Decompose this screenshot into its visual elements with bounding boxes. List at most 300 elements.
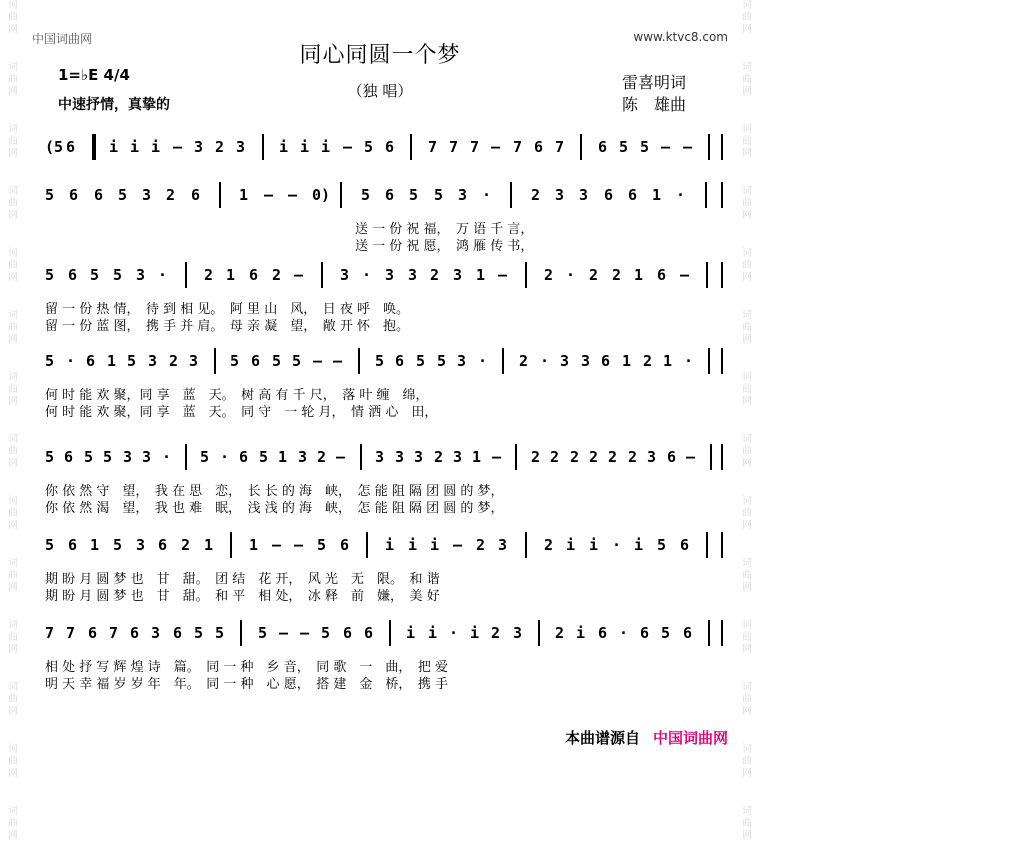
barline [340, 182, 342, 208]
note: · [449, 624, 459, 642]
note: i [566, 536, 576, 554]
note: 5 [200, 448, 210, 466]
barline [366, 532, 368, 558]
note: 1 [472, 448, 482, 466]
watermark-char: 曲 [8, 74, 18, 85]
note: · [478, 352, 488, 370]
note: 7 [428, 138, 438, 156]
note: 5 [230, 352, 240, 370]
barline [321, 262, 323, 288]
note: 2 [531, 186, 541, 204]
note: 1 [622, 352, 632, 370]
watermark-char: 网 [742, 520, 752, 531]
watermark-char: 网 [742, 768, 752, 779]
source-label: 本曲谱源自 [564, 729, 640, 747]
note: 5 [409, 186, 419, 204]
barline [185, 444, 187, 470]
note: 6 [130, 624, 140, 642]
note: 5 [45, 186, 55, 204]
note: – [491, 138, 501, 156]
note: 5 [375, 352, 385, 370]
watermark-char: 网 [742, 334, 752, 345]
watermark-char: 曲 [8, 198, 18, 209]
watermark-char: 网 [8, 396, 18, 407]
note: 6 [628, 186, 638, 204]
note: 2 [608, 448, 618, 466]
watermark-char: 网 [8, 148, 18, 159]
note: 3 [555, 186, 565, 204]
note: 2 [181, 536, 191, 554]
note: – [680, 266, 690, 284]
song-subtitle: （独 唱） [347, 82, 413, 100]
note: 2 [169, 352, 179, 370]
note: 3 [395, 448, 405, 466]
note: 6 [340, 536, 350, 554]
note: 5 [321, 624, 331, 642]
note: 3 [453, 448, 463, 466]
watermark-char: 曲 [8, 384, 18, 395]
note: 5 [45, 448, 55, 466]
note: 2 [570, 448, 580, 466]
notation-line [45, 130, 725, 164]
barline [705, 182, 707, 208]
note: 5 [194, 624, 204, 642]
note: 2 [643, 352, 653, 370]
watermark-char: 网 [8, 86, 18, 97]
barline [219, 182, 221, 208]
note: · [684, 352, 694, 370]
barline [515, 444, 517, 470]
watermark-char: 曲 [8, 446, 18, 457]
watermark-char: 网 [8, 24, 18, 35]
watermark-char: 网 [8, 272, 18, 283]
note: 3 [414, 448, 424, 466]
barline [230, 532, 232, 558]
note: i [428, 624, 438, 642]
source-site: 中国词曲网 [652, 729, 728, 747]
note: 5 [619, 138, 629, 156]
note: i [430, 536, 440, 554]
watermark-char: 网 [8, 830, 18, 841]
key-signature: 1=♭E 4/4 [58, 66, 130, 84]
watermark-right [736, 0, 758, 841]
watermark-char: 曲 [742, 136, 752, 147]
barline [721, 620, 723, 646]
note: 2 [476, 536, 486, 554]
barline [710, 444, 712, 470]
note: 3 [458, 186, 468, 204]
watermark-char: 曲 [742, 384, 752, 395]
note: 3 [647, 448, 657, 466]
watermark-char: 曲 [742, 260, 752, 271]
note: 6 [604, 186, 614, 204]
note: 3 [136, 266, 146, 284]
note: 6 [385, 138, 395, 156]
watermark-char: 网 [742, 396, 752, 407]
note: 1 [278, 448, 288, 466]
note: 7 [449, 138, 459, 156]
watermark-char: 曲 [8, 508, 18, 519]
note: 6 [191, 186, 201, 204]
lyric-line: 你 依 然 守 望， 我 在 思 恋， 长 长 的 海 峡， 怎 能 阻 隔 团 圆 的 梦， [45, 484, 504, 499]
note: – [313, 352, 323, 370]
watermark-char: 曲 [8, 12, 18, 23]
watermark-char: 词 [8, 496, 18, 507]
note: 3 [298, 448, 308, 466]
watermark-char: 曲 [742, 570, 752, 581]
note: – [336, 448, 346, 466]
watermark-char: 网 [8, 210, 18, 221]
note: · [162, 448, 172, 466]
notation-line [45, 258, 725, 292]
note: 2 [544, 266, 554, 284]
note: 5 [416, 352, 426, 370]
watermark-char: 曲 [742, 12, 752, 23]
lyric-line: 留 一 份 蓝 图， 携 手 并 肩。 母 亲 凝 望， 敞 开 怀 抱。 [45, 319, 409, 334]
watermark-char: 词 [742, 620, 752, 631]
watermark-char: 网 [742, 210, 752, 221]
note: · [540, 352, 550, 370]
barline [410, 134, 412, 160]
watermark-char: 网 [742, 24, 752, 35]
note: 5 [317, 536, 327, 554]
note: 5 [45, 352, 55, 370]
note: 6 [667, 448, 677, 466]
note: 6 [68, 536, 78, 554]
watermark-char: 曲 [8, 570, 18, 581]
watermark-char: 词 [8, 62, 18, 73]
barline [502, 348, 504, 374]
note: 7 [470, 138, 480, 156]
note: 6 [173, 624, 183, 642]
watermark-left [2, 0, 24, 841]
lyric-line: 你 依 然 渴 望， 我 也 难 眠， 浅 浅 的 海 峡， 怎 能 阻 隔 团 圆 的 梦， [45, 501, 504, 516]
note: 2 [544, 536, 554, 554]
note: 6 [64, 448, 74, 466]
watermark-char: 曲 [8, 136, 18, 147]
note: 1 [239, 186, 249, 204]
note: 5 [657, 536, 667, 554]
note: 6 [683, 624, 693, 642]
lyric-line: 明 天 幸 福 岁 岁 年 年。 同 一 种 心 愿， 搭 建 金 桥， 携 手 [45, 677, 448, 692]
site-name-left: 中国词曲网 [32, 32, 93, 46]
watermark-char: 网 [8, 768, 18, 779]
barline [721, 134, 723, 160]
barline [214, 348, 216, 374]
note: 2 [272, 266, 282, 284]
notation-line [45, 344, 725, 378]
note: 7 [45, 624, 55, 642]
note: 5 [437, 352, 447, 370]
note: 3 [408, 266, 418, 284]
note: 0) [312, 186, 331, 204]
note: 7 [513, 138, 523, 156]
tempo-marking: 中速抒情，真挚的 [58, 97, 170, 113]
note: 2 [589, 266, 599, 284]
note: – [343, 138, 353, 156]
note: 5 [127, 352, 137, 370]
barline [389, 620, 391, 646]
note: 2 [612, 266, 622, 284]
watermark-char: 词 [8, 186, 18, 197]
note: 6 [601, 352, 611, 370]
watermark-char: 曲 [8, 632, 18, 643]
note: 3 [142, 448, 152, 466]
note: 3 [579, 186, 589, 204]
note: 1 [634, 266, 644, 284]
watermark-char: 词 [8, 434, 18, 445]
watermark-char: 词 [742, 62, 752, 73]
watermark-char: 曲 [8, 694, 18, 705]
watermark-char: 词 [742, 434, 752, 445]
note: 3 [189, 352, 199, 370]
note: 5 [272, 352, 282, 370]
note: – [300, 624, 310, 642]
note: – [498, 266, 508, 284]
watermark-char: 词 [742, 310, 752, 321]
watermark-char: 网 [8, 582, 18, 593]
note: 6 [598, 624, 608, 642]
watermark-char: 词 [742, 248, 752, 259]
note: · [619, 624, 629, 642]
note: 6 [385, 186, 395, 204]
watermark-char: 词 [742, 124, 752, 135]
note: – [661, 138, 671, 156]
note: 2 [555, 624, 565, 642]
note: i [385, 536, 395, 554]
barline [538, 620, 540, 646]
note: i [151, 138, 161, 156]
watermark-char: 词 [742, 0, 752, 11]
watermark-char: 词 [742, 744, 752, 755]
watermark-char: 曲 [742, 756, 752, 767]
watermark-char: 词 [742, 682, 752, 693]
note: 5 [113, 266, 123, 284]
watermark-char: 网 [8, 334, 18, 345]
watermark-char: 曲 [742, 198, 752, 209]
note: 6 [249, 266, 259, 284]
watermark-char: 词 [8, 372, 18, 383]
note: 3 [385, 266, 395, 284]
watermark-char: 词 [8, 806, 18, 817]
note: · [220, 448, 230, 466]
note: 7 [555, 138, 565, 156]
barline [721, 532, 723, 558]
note: i [300, 138, 310, 156]
note: · [362, 266, 372, 284]
watermark-char: 曲 [742, 322, 752, 333]
watermark-char: 曲 [8, 756, 18, 767]
note: i [130, 138, 140, 156]
note: 1 [107, 352, 117, 370]
note: · [158, 266, 168, 284]
note: i [408, 536, 418, 554]
barline [721, 348, 723, 374]
note: 5 [103, 448, 113, 466]
note: i [279, 138, 289, 156]
watermark-char: 曲 [742, 74, 752, 85]
watermark-char: 曲 [8, 260, 18, 271]
note: 5 [84, 448, 94, 466]
watermark-char: 词 [8, 248, 18, 259]
note: i [406, 624, 416, 642]
barline [706, 262, 708, 288]
note: i [634, 536, 644, 554]
note: 3 [453, 266, 463, 284]
note: 3 [340, 266, 350, 284]
barline [358, 348, 360, 374]
note: – [492, 448, 502, 466]
watermark-char: 曲 [742, 694, 752, 705]
note: 3 [142, 186, 152, 204]
note: – [686, 448, 696, 466]
note: 3 [560, 352, 570, 370]
barline [708, 348, 710, 374]
note: 2 [215, 138, 225, 156]
note: 5 [661, 624, 671, 642]
watermark-char: 曲 [8, 818, 18, 829]
note: 5 [259, 448, 269, 466]
note: 3 [513, 624, 523, 642]
note: 2 [491, 624, 501, 642]
note: 6 [88, 624, 98, 642]
notation-line [45, 616, 725, 650]
watermark-char: 网 [742, 272, 752, 283]
watermark-char: 词 [8, 124, 18, 135]
note: · [612, 536, 622, 554]
note: 3 [375, 448, 385, 466]
note: – [294, 536, 304, 554]
watermark-char: 曲 [742, 818, 752, 829]
barline [708, 134, 710, 160]
lyric-line: 留 一 份 热 情， 待 到 相 见。 阿 里 山 风， 日 夜 呼 唤。 [45, 302, 409, 317]
note: i [589, 536, 599, 554]
watermark-char: 词 [742, 558, 752, 569]
note: 6 [657, 266, 667, 284]
note: 3 [194, 138, 204, 156]
note: 2 [628, 448, 638, 466]
note: – [272, 536, 282, 554]
note: 1 [663, 352, 673, 370]
lyricist-credit: 雷喜明词 [622, 73, 687, 92]
note: 3 [457, 352, 467, 370]
watermark-char: 词 [742, 372, 752, 383]
note: 3 [148, 352, 158, 370]
barline [510, 182, 512, 208]
barline [360, 444, 362, 470]
watermark-char: 网 [742, 458, 752, 469]
barline [525, 262, 527, 288]
watermark-char: 网 [742, 830, 752, 841]
watermark-char: 词 [8, 682, 18, 693]
composer-credit: 陈 雄曲 [622, 95, 687, 114]
barline [706, 532, 708, 558]
note: 6 [68, 266, 78, 284]
watermark-char: 词 [8, 310, 18, 321]
barline [525, 532, 527, 558]
watermark-char: 词 [8, 0, 18, 11]
watermark-char: 网 [742, 582, 752, 593]
lyric-line: 何 时 能 欢 聚，同 享 蓝 天。 树 高 有 千 尺， 落 叶 缠 绵， [45, 388, 429, 403]
note: 5 [215, 624, 225, 642]
site-url: www.ktvc8.com [633, 30, 728, 44]
note: – [333, 352, 343, 370]
note: · [676, 186, 686, 204]
note: – [173, 138, 183, 156]
barline [708, 620, 710, 646]
note: (5 [45, 138, 64, 156]
watermark-char: 曲 [742, 632, 752, 643]
watermark-char: 网 [8, 458, 18, 469]
note: 6 [640, 624, 650, 642]
note: 1 [476, 266, 486, 284]
note: 5 [364, 138, 374, 156]
note: · [566, 266, 576, 284]
note: 6 [534, 138, 544, 156]
lyric-line: 何 时 能 欢 聚，同 享 蓝 天。 同 守 一 轮 月， 情 洒 心 田， [45, 405, 438, 420]
note: i [576, 624, 586, 642]
note: 2 [166, 186, 176, 204]
note: 6 [66, 138, 76, 156]
note: 3 [498, 536, 508, 554]
note: 7 [66, 624, 76, 642]
note: i [109, 138, 119, 156]
lyric-line: 相 处 抒 写 辉 煌 诗 篇。 同 一 种 乡 音， 同 歌 一 曲， 把 爱 [45, 660, 448, 675]
note: 2 [204, 266, 214, 284]
note: – [264, 186, 274, 204]
note: i [470, 624, 480, 642]
notation-line [45, 178, 725, 212]
note: 6 [239, 448, 249, 466]
note: 2 [434, 448, 444, 466]
barline [92, 134, 96, 160]
note: 2 [519, 352, 529, 370]
note: 3 [236, 138, 246, 156]
note: – [288, 186, 298, 204]
watermark-char: 网 [8, 706, 18, 717]
note: 6 [86, 352, 96, 370]
note: 6 [680, 536, 690, 554]
note: 2 [531, 448, 541, 466]
barline [262, 134, 264, 160]
note: i [321, 138, 331, 156]
watermark-char: 网 [742, 148, 752, 159]
watermark-char: 网 [742, 644, 752, 655]
watermark-char: 网 [8, 644, 18, 655]
watermark-char: 词 [8, 744, 18, 755]
note: 7 [109, 624, 119, 642]
note: 6 [395, 352, 405, 370]
watermark-char: 曲 [8, 322, 18, 333]
note: – [279, 624, 289, 642]
notation-line [45, 440, 725, 474]
note: 6 [364, 624, 374, 642]
note: – [683, 138, 693, 156]
watermark-char: 网 [742, 706, 752, 717]
note: 5 [258, 624, 268, 642]
note: 3 [123, 448, 133, 466]
note: 3 [136, 536, 146, 554]
note: 1 [226, 266, 236, 284]
lyric-line: 送 一 份 祝 福， 万 语 千 言， [355, 222, 534, 237]
barline [721, 262, 723, 288]
note: 6 [94, 186, 104, 204]
note: 2 [589, 448, 599, 466]
note: 2 [430, 266, 440, 284]
watermark-char: 词 [742, 806, 752, 817]
watermark-char: 网 [742, 86, 752, 97]
note: 5 [45, 536, 55, 554]
